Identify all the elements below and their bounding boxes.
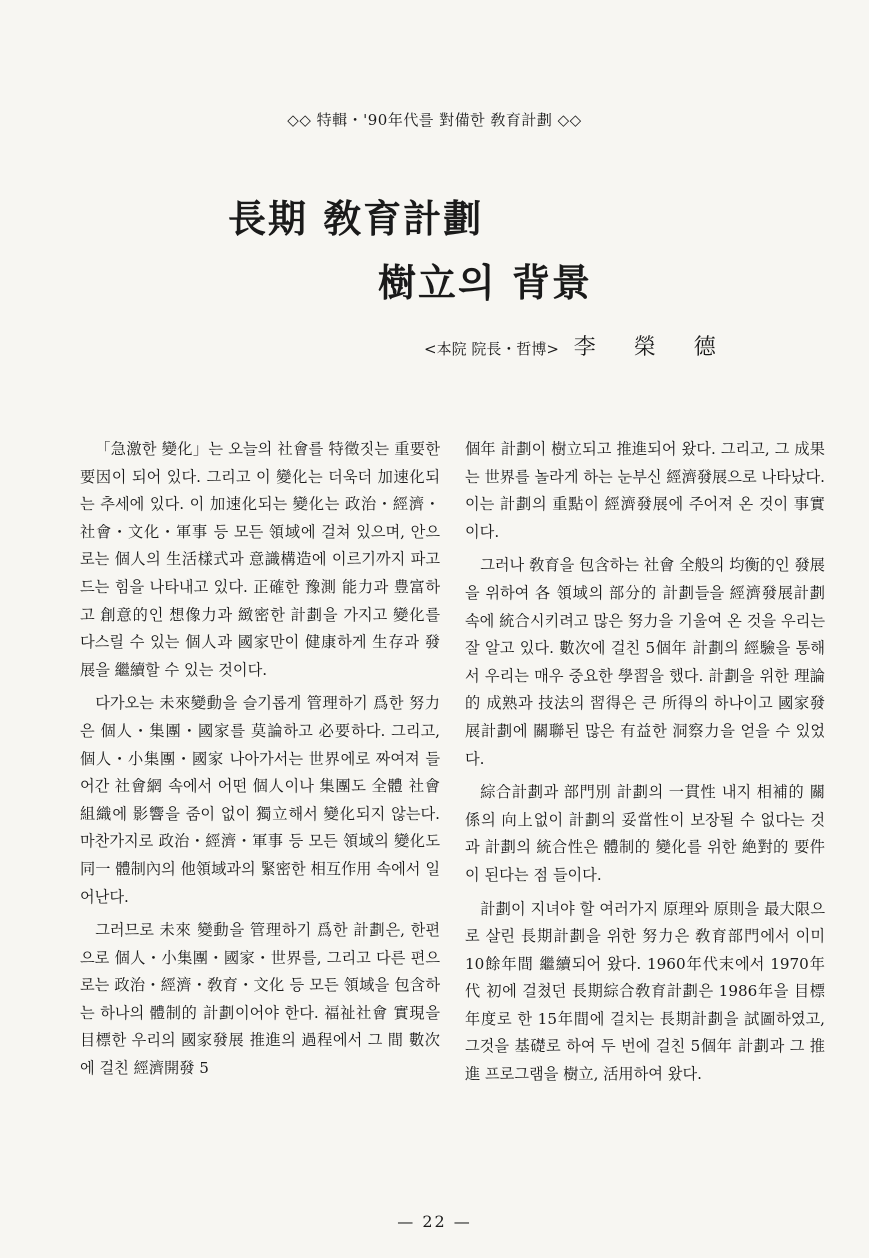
author-name: 李榮德 [573, 335, 754, 360]
paragraph: 그러나 敎育을 包含하는 社會 全般의 均衡的인 發展을 위하여 各 領域의 部分的 計劃들을 經濟發展計劃 속에 統合시키려고 많은 努力을 기울여 온 것을 우리는 잘 알고 있다. 數次에 걸친 5個年 計劃의 經驗을 통해서 우리는 매우 중요한 學習을 했다. 計劃을 위한 理論的 成熟과 技法의 習得은 큰 所得의 하나이고 國家發展計劃에 關聯된 많은 有益한 洞察力을 얻을 수 있었다. [465, 556, 825, 768]
paragraph: 綜合計劃과 部門別 計劃의 一貫性 내지 相補的 關係의 向上없이 計劃의 妥當性이 보장될 수 없다는 것과 計劃의 統合性은 體制的 變化를 위한 絶對的 要件이 된다는 점 들이다. [465, 783, 825, 884]
byline [424, 330, 754, 361]
paragraph: 다가오는 未來變動을 슬기롭게 管理하기 爲한 努力은 個人・集團・國家를 莫論하고 必要하다. 그리고, 個人・小集團・國家 나아가서는 世界에로 짜여져 들어간 社會網 속에서 어떤 個人이나 集團도 全體 社會組織에 影響을 줌이 없이 獨立해서 變化되지 않는다. 마찬가지로 政治・經濟・軍事 등 모든 領域의 變化도 同一 體制內의 他領域과의 緊密한 相互作用 속에서 일어난다. [80, 694, 440, 906]
paragraph: 그러므로 未來 變動을 管理하기 爲한 計劃은, 한편으로 個人・小集團・國家・世界를, 그리고 다른 편으로는 政治・經濟・敎育・文化 등 모든 領域을 包含하는 하나의 體制的 計劃이어야 한다. 福祉社會 實現을 目標한 우리의 國家發展 推進의 過程에서 그 間 數次에 걸친 經濟開發 5 [80, 921, 440, 1078]
paragraph: 「急激한 變化」는 오늘의 社會를 特徵짓는 重要한 要因이 되어 있다. 그리고 이 變化는 더욱더 加速化되는 추세에 있다. 이 加速化되는 變化는 政治・經濟・社會・文化・軍事 등 모든 領域에 걸쳐 있으며, 안으로는 個人의 生活樣式과 意識構造에 이르기까지 파고드는 힘을 나타내고 있다. 正確한 豫測 能力과 豊富하고 創意的인 想像力과 緻密한 計劃을 가지고 變化를 다스릴 수 있는 個人과 國家만이 健康하게 生存과 發展을 繼續할 수 있는 것이다. [80, 440, 440, 679]
paragraph: 個年 計劃이 樹立되고 推進되어 왔다. 그리고, 그 成果는 世界를 놀라게 하는 눈부신 經濟發展으로 나타났다. 이는 計劃의 重點이 經濟發展에 주어져 온 것이 事實이다. [465, 440, 825, 541]
article-title-line-1: 長期 敎育計劃 [228, 196, 484, 241]
right-column [465, 436, 825, 1095]
page-number: — 22 — [397, 1212, 472, 1231]
article-title-line-2: 樹立의 背景 [378, 260, 592, 305]
author-affiliation: <本院 院長・哲博> [424, 340, 559, 358]
paragraph: 計劃이 지녀야 할 여러가지 原理와 原則을 最大限으로 살린 長期計劃을 위한 努力은 敎育部門에서 이미 10餘年間 繼續되어 왔다. 1960年代末에서 1970年代 初에 걸쳤던 長期綜合敎育計劃은 1986年을 目標年度로 한 15年間에 걸치는 長期計劃을 試圖하였고, 그것을 基礎로 하여 두 번에 걸친 5個年 計劃과 그 推進 프로그램을 樹立, 活用하여 왔다. [465, 899, 825, 1084]
section-kicker: ◇◇ 特輯・'90年代를 對備한 敎育計劃 ◇◇ [287, 111, 582, 129]
left-column [80, 436, 440, 1089]
